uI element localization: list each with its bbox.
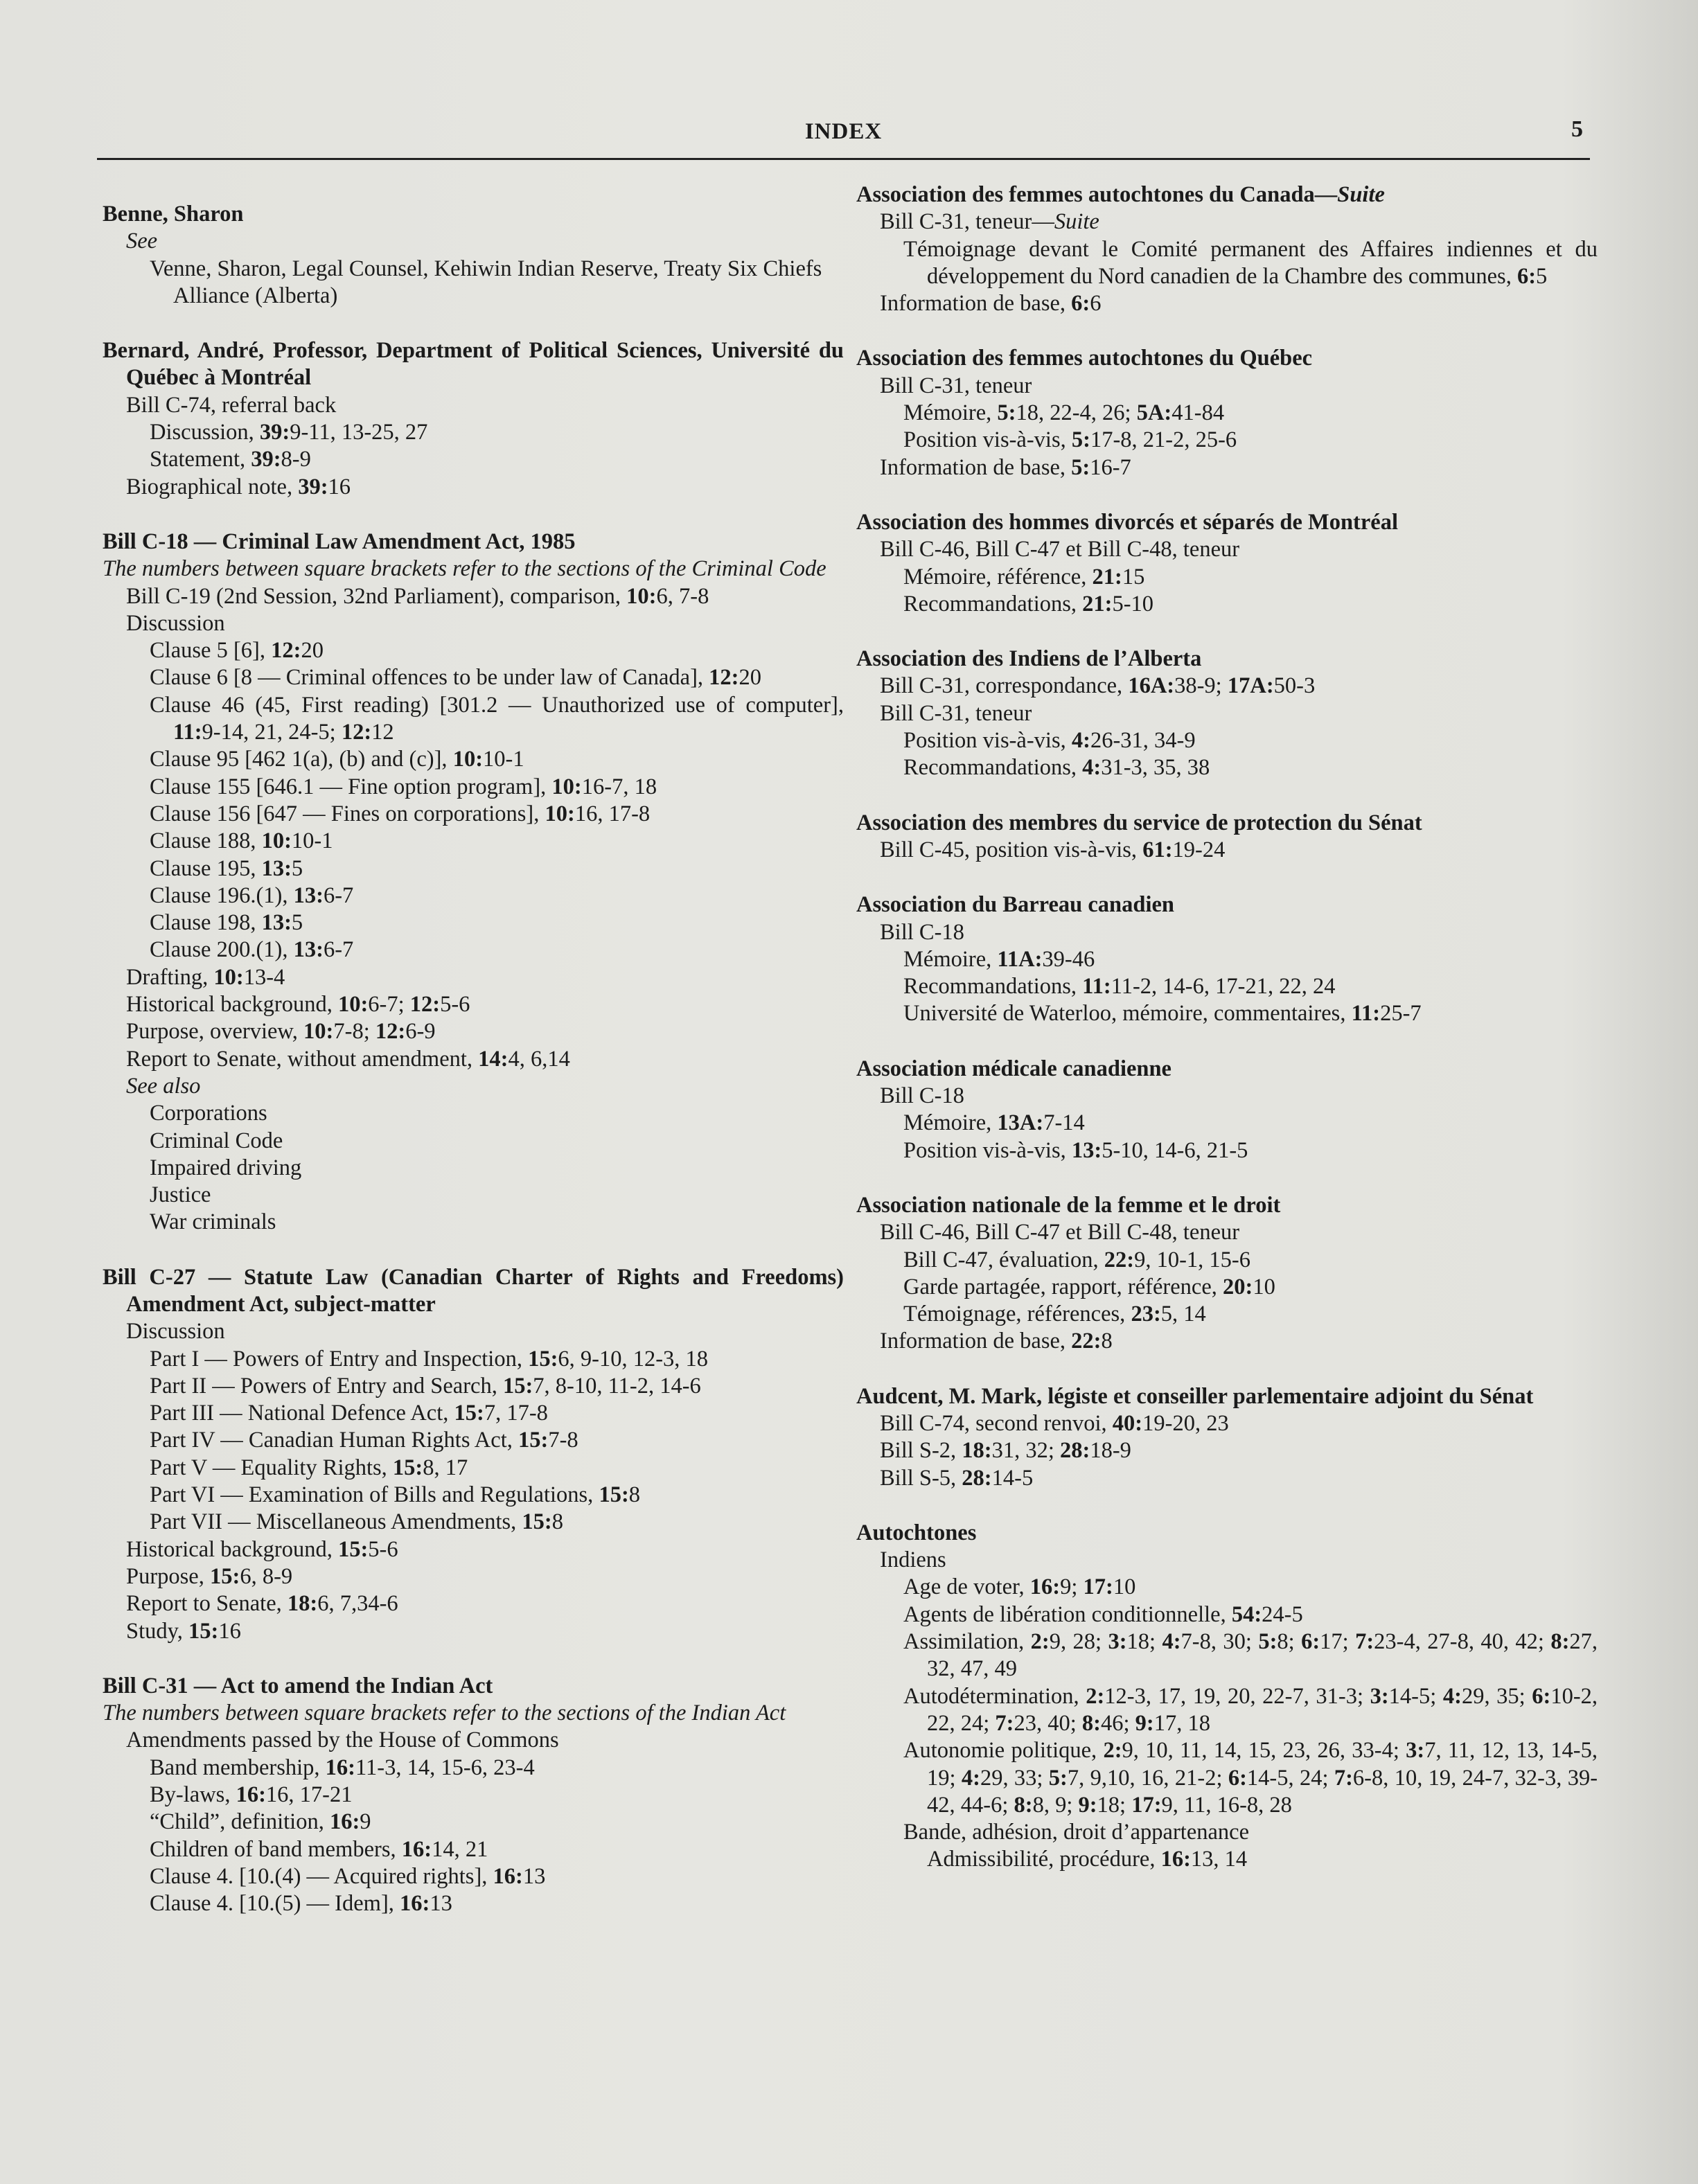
index-left-column (103, 201, 844, 1946)
index-subentry: Clause 195, 13:5 (150, 855, 303, 881)
index-heading: Bill C-31 — Act to amend the Indian Act (103, 1673, 493, 1698)
index-subentry: Discussion (126, 610, 225, 636)
index-subentry: Statement, 39:8-9 (150, 447, 311, 472)
index-heading: Association médicale canadienne (856, 1056, 1171, 1081)
index-subentry: Clause 6 [8 — Criminal offences to be under law of Canada], 12:20 (150, 665, 761, 691)
index-subentry: Bande, adhésion, droit d’appartenance (903, 1820, 1250, 1845)
index-entry (856, 1192, 1598, 1356)
index-subentry: Discussion (126, 1319, 225, 1344)
index-subentry: Université de Waterloo, mémoire, commentaires, 11:25-7 (903, 1001, 1422, 1027)
index-subentry: Mémoire, 5:18, 22-4, 26; 5A:41-84 (903, 400, 1225, 426)
index-subentry: Bill C-18 (880, 919, 964, 945)
index-heading: Autochtones (856, 1520, 977, 1545)
index-subentry: Témoignage, références, 23:5, 14 (903, 1302, 1206, 1327)
index-heading: Association des Indiens de l’Alberta (856, 646, 1202, 672)
index-subentry: War criminals (150, 1209, 276, 1235)
index-subentry: Clause 188, 10:10-1 (150, 828, 333, 854)
index-entry (856, 509, 1598, 618)
index-subentry: Bill C-18 (880, 1083, 964, 1109)
index-subentry: Part VI — Examination of Bills and Regulations, 15:8 (150, 1482, 641, 1508)
index-entry (856, 1056, 1598, 1164)
index-entry (103, 1264, 844, 1645)
index-right-column (856, 181, 1598, 1901)
index-subentry: Report to Senate, without amendment, 14:4, 6,14 (126, 1046, 570, 1072)
index-entry (103, 529, 844, 1236)
index-subentry: Information de base, 5:16-7 (880, 454, 1131, 480)
index-subentry: Part III — National Defence Act, 15:7, 17-8 (150, 1401, 548, 1426)
index-subentry: Clause 196.(1), 13:6-7 (150, 882, 354, 908)
index-entry (856, 646, 1598, 781)
index-subentry: See (126, 229, 158, 254)
index-heading: Benne, Sharon (103, 202, 244, 227)
index-entry (856, 1383, 1598, 1492)
index-subentry: Garde partagée, rapport, référence, 20:10 (903, 1274, 1275, 1299)
index-subentry: Recommandations, 21:5-10 (903, 591, 1154, 616)
index-subentry: Children of band members, 16:14, 21 (150, 1836, 488, 1862)
index-subentry: Bill C-74, second renvoi, 40:19-20, 23 (880, 1410, 1229, 1436)
index-subentry: Position vis-à-vis, 5:17-8, 21-2, 25-6 (903, 427, 1237, 453)
index-subentry: Purpose, overview, 10:7-8; 12:6-9 (126, 1019, 436, 1045)
index-subentry: Clause 155 [646.1 — Fine option program], 10:16-7, 18 (150, 774, 657, 799)
index-subentry: Bill C-31, teneur—Suite (880, 209, 1099, 235)
index-subentry: Discussion, 39:9-11, 13-25, 27 (150, 420, 428, 445)
index-subentry: Part IV — Canadian Human Rights Act, 15:7-8 (150, 1428, 578, 1453)
index-subentry: Study, 15:16 (126, 1618, 241, 1644)
index-subentry: Indiens (880, 1547, 946, 1573)
index-subentry: Report to Senate, 18:6, 7,34-6 (126, 1591, 398, 1617)
index-subentry: Mémoire, 13A:7-14 (903, 1110, 1085, 1136)
index-subentry: Bill C-46, Bill C-47 et Bill C-48, teneur (880, 1220, 1240, 1245)
index-entry (856, 810, 1598, 864)
index-entry (103, 337, 844, 501)
index-subentry: Agents de libération conditionnelle, 54:24-5 (903, 1601, 1303, 1627)
index-subentry: Clause 156 [647 — Fines on corporations], 10:16, 17-8 (150, 801, 651, 826)
index-subentry: Bill C-31, teneur (880, 700, 1032, 726)
index-subentry: Mémoire, 11A:39-46 (903, 946, 1095, 972)
index-subentry: Biographical note, 39:16 (126, 474, 351, 499)
index-subentry: Historical background, 15:5-6 (126, 1536, 398, 1562)
index-subentry: Amendments passed by the House of Commons (126, 1728, 559, 1753)
index-subentry: Part VII — Miscellaneous Amendments, 15:8 (150, 1509, 563, 1535)
index-subentry: By-laws, 16:16, 17-21 (150, 1782, 353, 1808)
index-entry (103, 201, 844, 310)
index-heading: Association nationale de la femme et le droit (856, 1192, 1281, 1218)
index-subentry: Bill C-19 (2nd Session, 32nd Parliament), comparison, 10:6, 7-8 (126, 583, 709, 609)
index-heading: Association des femmes autochtones du Canada—Suite (856, 182, 1385, 207)
index-subentry: Bill C-45, position vis-à-vis, 61:19-24 (880, 837, 1226, 862)
index-subentry: The numbers between square brackets refer to the sections of the Criminal Code (103, 556, 826, 582)
index-subentry: Part I — Powers of Entry and Inspection, 15:6, 9-10, 12-3, 18 (150, 1346, 709, 1371)
index-subentry: Age de voter, 16:9; 17:10 (903, 1574, 1136, 1600)
index-heading: Association des femmes autochtones du Québec (856, 346, 1313, 371)
index-subentry: Admissibilité, procédure, 16:13, 14 (927, 1847, 1248, 1872)
index-subentry: Information de base, 22:8 (880, 1329, 1113, 1354)
index-heading: Bill C-18 — Criminal Law Amendment Act, 1985 (103, 529, 576, 554)
index-subentry: Clause 4. [10.(4) — Acquired rights], 16:13 (150, 1863, 546, 1889)
index-entry (856, 1520, 1598, 1874)
index-subentry: Assimilation, 2:9, 28; 3:18; 4:7-8, 30; 5:8; 6:17; 7:23-4, 27-8, 40, 42; 8:27, 32, 47, 49 (903, 1629, 1598, 1682)
index-subentry: The numbers between square brackets refer to the sections of the Indian Act (103, 1701, 786, 1726)
index-subentry: See also (126, 1073, 201, 1099)
index-entry (856, 345, 1598, 481)
index-subentry: Position vis-à-vis, 13:5-10, 14-6, 21-5 (903, 1137, 1248, 1163)
index-entry (103, 1673, 844, 1918)
index-subentry: Bill C-31, correspondance, 16A:38-9; 17A:50-3 (880, 673, 1316, 699)
index-heading: Association des hommes divorcés et séparés de Montréal (856, 509, 1398, 535)
index-subentry: Bill C-46, Bill C-47 et Bill C-48, teneur (880, 537, 1240, 562)
index-subentry: Historical background, 10:6-7; 12:5-6 (126, 992, 470, 1018)
index-subentry: Clause 5 [6], 12:20 (150, 638, 324, 664)
index-subentry: Corporations (150, 1101, 267, 1126)
index-heading: Bill C-27 — Statute Law (Canadian Charter of Rights and Freedoms) Amendment Act, subject-matter (103, 1264, 844, 1317)
index-subentry: Impaired driving (150, 1155, 302, 1180)
index-heading: Association des membres du service de protection du Sénat (856, 810, 1422, 835)
index-subentry: Criminal Code (150, 1128, 283, 1153)
index-subentry: Bill S-5, 28:14-5 (880, 1465, 1034, 1491)
index-subentry: Justice (150, 1182, 211, 1208)
index-subentry: Band membership, 16:11-3, 14, 15-6, 23-4 (150, 1755, 535, 1780)
index-subentry: Clause 4. [10.(5) — Idem], 16:13 (150, 1891, 452, 1917)
index-subentry: Part II — Powers of Entry and Search, 15:7, 8-10, 11-2, 14-6 (150, 1373, 701, 1399)
index-subentry: Information de base, 6:6 (880, 291, 1102, 317)
index-heading: Bernard, André, Professor, Department of Political Sciences, Université du Québec à Montréal (103, 338, 844, 391)
index-subentry: “Child”, definition, 16:9 (150, 1809, 371, 1835)
index-subentry: Recommandations, 11:11-2, 14-6, 17-21, 22, 24 (903, 974, 1336, 1000)
index-subentry: Bill C-47, évaluation, 22:9, 10-1, 15-6 (903, 1247, 1250, 1272)
index-entry (856, 891, 1598, 1027)
index-subentry: Recommandations, 4:31-3, 35, 38 (903, 755, 1210, 781)
index-subentry: Position vis-à-vis, 4:26-31, 34-9 (903, 728, 1196, 754)
index-subentry: Autodétermination, 2:12-3, 17, 19, 20, 22-7, 31-3; 3:14-5; 4:29, 35; 6:10-2, 22, 24; 7:23, 40; 8:46; 9:17, 18 (903, 1683, 1598, 1736)
index-heading: Association du Barreau canadien (856, 892, 1174, 918)
index-subentry: Bill C-74, referral back (126, 392, 337, 418)
page-header (97, 116, 1590, 160)
page-number: 5 (1571, 116, 1583, 142)
index-subentry: Bill S-2, 18:31, 32; 28:18-9 (880, 1438, 1131, 1464)
page-title: INDEX (804, 119, 883, 144)
index-subentry: Part V — Equality Rights, 15:8, 17 (150, 1455, 468, 1480)
index-subentry: Témoignage devant le Comité permanent des Affaires indiennes et du développement du Nord canadien de la Chambre des communes, 6:5 (903, 236, 1598, 289)
index-subentry: Drafting, 10:13-4 (126, 964, 285, 990)
index-subentry: Venne, Sharon, Legal Counsel, Kehiwin Indian Reserve, Treaty Six Chiefs Alliance (Alberta) (150, 256, 822, 308)
index-subentry: Mémoire, référence, 21:15 (903, 564, 1145, 589)
index-entry (856, 181, 1598, 317)
index-subentry: Autonomie politique, 2:9, 10, 11, 14, 15, 23, 26, 33-4; 3:7, 11, 12, 13, 14-5, 19; 4:29, 33; 5:7, 9,10, 16, 21-2; 6:14-5, 24; 7:6-8, 10, 19, 24-7, 32-3, 39-42, 44-6; 8:8, 9; 9:18; 17:9, 11, 16-8, 28 (903, 1738, 1598, 1818)
index-subentry: Clause 46 (45, First reading) [301.2 — Unauthorized use of computer], 11:9-14, 21, 24-5; 12:12 (150, 692, 844, 745)
index-subentry: Clause 95 [462 1(a), (b) and (c)], 10:10-1 (150, 747, 524, 772)
index-subentry: Clause 200.(1), 13:6-7 (150, 937, 354, 963)
index-subentry: Purpose, 15:6, 8-9 (126, 1563, 293, 1589)
index-subentry: Clause 198, 13:5 (150, 910, 303, 936)
index-heading: Audcent, M. Mark, légiste et conseiller parlementaire adjoint du Sénat (856, 1383, 1534, 1409)
index-subentry: Bill C-31, teneur (880, 373, 1032, 398)
